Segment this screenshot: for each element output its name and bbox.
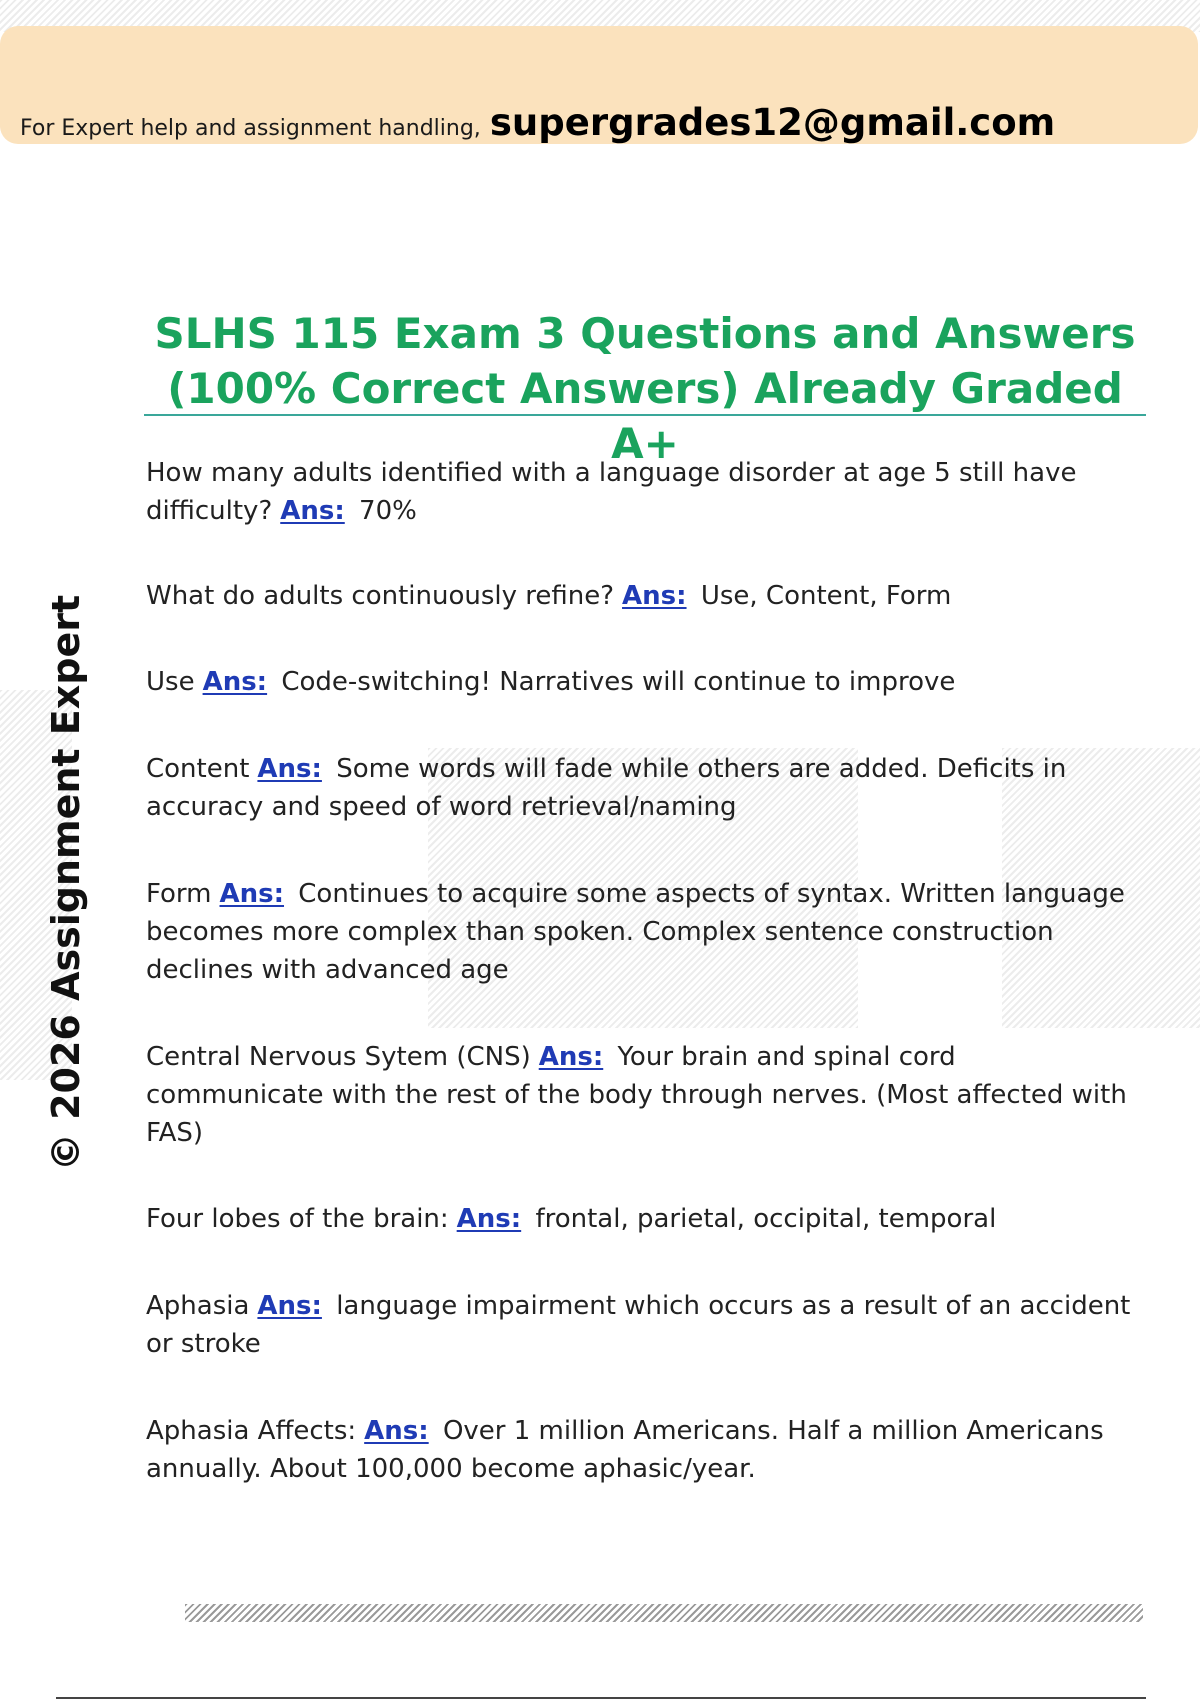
answer-text: Use, Content, Form bbox=[700, 581, 952, 611]
question-text: What do adults continuously refine? bbox=[146, 581, 615, 611]
question-text: How many adults identified with a language disorder at age 5 still have difficulty? bbox=[146, 458, 1077, 526]
answer-label: Ans: bbox=[622, 581, 687, 611]
answer-label: Ans: bbox=[257, 1291, 322, 1321]
qa-item bbox=[146, 577, 1136, 615]
answer-label: Ans: bbox=[538, 1042, 604, 1072]
qa-item bbox=[146, 875, 1136, 989]
qa-item bbox=[146, 750, 1136, 826]
answer-text: language impairment which occurs as a result of an accident or stroke bbox=[146, 1291, 1131, 1359]
promo-banner bbox=[0, 26, 1198, 144]
answer-text: Continues to acquire some aspects of syntax. Written language becomes more complex than spoken. Complex sentence construction declines with advanced age bbox=[146, 879, 1125, 985]
answer-text: Code-switching! Narratives will continue to improve bbox=[281, 667, 956, 697]
question-text: Central Nervous Sytem (CNS) bbox=[146, 1042, 531, 1072]
answer-label: Ans: bbox=[257, 754, 322, 784]
qa-item bbox=[146, 1200, 1136, 1238]
question-text: Content bbox=[146, 754, 250, 784]
banner-prefix: For Expert help and assignment handling, bbox=[20, 116, 481, 141]
title-line-2: (100% Correct Answers) Already Graded A+ bbox=[167, 364, 1123, 468]
answer-text: Your brain and spinal cord communicate with the rest of the body through nerves. (Most affected with FAS) bbox=[146, 1042, 1127, 1148]
answer-label: Ans: bbox=[219, 879, 285, 909]
bottom-decorative-band bbox=[185, 1604, 1143, 1622]
question-text: Use bbox=[146, 667, 195, 697]
bottom-divider bbox=[56, 1697, 1146, 1699]
banner-text bbox=[20, 101, 1056, 144]
page-title bbox=[144, 306, 1146, 471]
title-divider bbox=[144, 414, 1146, 416]
banner-email: supergrades12@gmail.com bbox=[489, 101, 1056, 144]
answer-label: Ans: bbox=[280, 496, 345, 526]
question-text: Aphasia bbox=[146, 1291, 250, 1321]
answer-label: Ans: bbox=[364, 1416, 429, 1446]
question-text: Form bbox=[146, 879, 212, 909]
qa-item bbox=[146, 1038, 1136, 1152]
answer-text: 70% bbox=[359, 496, 417, 526]
answer-label: Ans: bbox=[202, 667, 268, 697]
qa-item bbox=[146, 1287, 1136, 1363]
question-text: Aphasia Affects: bbox=[146, 1416, 357, 1446]
qa-item bbox=[146, 454, 1136, 530]
copyright-watermark: © 2026 Assignment Expert bbox=[44, 594, 88, 1172]
title-line-1: SLHS 115 Exam 3 Questions and Answers bbox=[154, 309, 1136, 358]
answer-label: Ans: bbox=[456, 1204, 522, 1234]
answer-text: Some words will fade while others are added. Deficits in accuracy and speed of word retrieval/naming bbox=[146, 754, 1067, 822]
qa-item bbox=[146, 663, 1136, 701]
answer-text: Over 1 million Americans. Half a million Americans annually. About 100,000 become aphasic/year. bbox=[146, 1416, 1104, 1484]
qa-item bbox=[146, 1412, 1136, 1488]
question-text: Four lobes of the brain: bbox=[146, 1204, 449, 1234]
answer-text: frontal, parietal, occipital, temporal bbox=[535, 1204, 997, 1234]
